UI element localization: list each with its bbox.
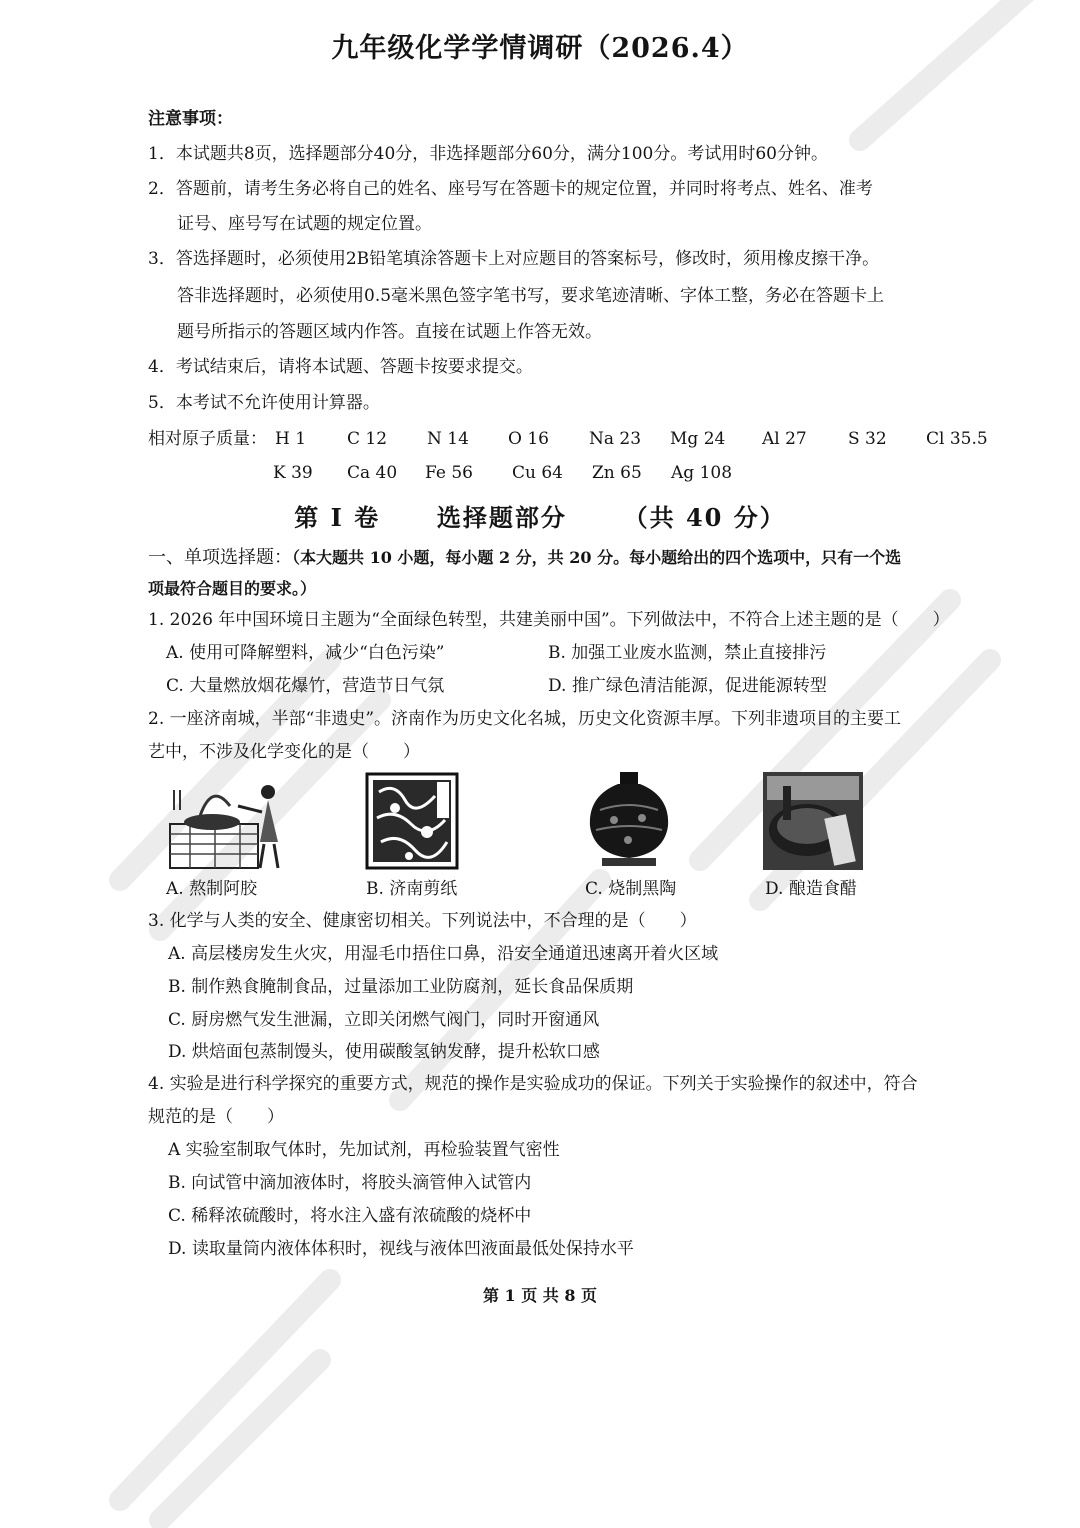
page-title: 九年级化学学情调研（2026.4） [331,33,749,64]
atomic-mass: Cl 35.5 [926,429,988,449]
note-line: 4．考试结束后，请将本试题、答题卡按要求提交。 [148,357,533,377]
atomic-mass: N 14 [427,429,469,449]
option-c: C. 稀释浓硫酸时，将水注入盛有浓硫酸的烧杯中 [168,1206,532,1226]
atomic-mass: Zn 65 [592,463,642,483]
option-a: A. 高层楼房发生火灾，用湿毛巾捂住口鼻，沿安全通道迅速离开着火区域 [168,944,719,964]
option-d: D. 读取量筒内液体体积时，视线与液体凹液面最低处保持水平 [168,1239,634,1259]
option-a: A 实验室制取气体时，先加试剂，再检验装置气密性 [168,1140,560,1160]
option-c: C. 烧制黑陶 [585,879,677,899]
question-stem: 3. 化学与人类的安全、健康密切相关。下列说法中，不合理的是（ ） [148,911,697,931]
atomic-mass: Cu 64 [512,463,563,483]
question-stem: 1. 2026 年中国环境日主题为“全面绿色转型，共建美丽中国”。下列做法中，不符合上述主题的是（ ） [148,610,950,630]
note-line: 5．本考试不允许使用计算器。 [148,393,380,413]
instruction-line [148,547,901,569]
note-line: 1．本试题共8页，选择题部分40分，非选择题部分60分，满分100分。考试用时60分钟。 [148,144,828,164]
atomic-mass: Ca 40 [347,463,398,483]
atomic-mass: Na 23 [589,429,642,449]
note-line: 2．答题前，请考生务必将自己的姓名、座号写在答题卡的规定位置，并同时将考点、姓名、准考 [148,179,873,199]
instruction-line-2: 项最符合题目的要求。） [148,579,317,598]
page-footer: 第 1 页 共 8 页 [482,1286,598,1305]
option-b: B. 制作熟食腌制食品，过量添加工业防腐剂，延长食品保质期 [168,977,634,997]
instruction-head: 一、单项选择题： [148,547,292,568]
option-d: D. 烘焙面包蒸制馒头，使用碳酸氢钠发酵，提升松软口感 [168,1042,600,1062]
notes-heading: 注意事项： [148,109,233,129]
question-stem: 2. 一座济南城，半部“非遗史”。济南作为历史文化名城，历史文化资源丰厚。下列非遗项目的主要工 [148,709,902,729]
atomic-mass: O 16 [508,429,549,449]
note-line: 答非选择题时，必须使用0.5毫米黑色签字笔书写，要求笔迹清晰、字体工整，务必在答题卡上 [177,286,885,306]
option-b: B. 济南剪纸 [366,879,458,899]
ejiao-boiling-picture [160,772,290,872]
question-stem: 艺中，不涉及化学变化的是（ ） [148,742,420,762]
atomic-mass: S 32 [848,429,887,449]
atomic-mass: Mg 24 [670,429,726,449]
atomic-mass-label: 相对原子质量： [148,429,267,449]
question-stem: 4. 实验是进行科学探究的重要方式，规范的操作是实验成功的保证。下列关于实验操作的叙述中，符合 [148,1074,918,1094]
option-a: A. 熬制阿胶 [166,879,258,899]
atomic-mass: Fe 56 [425,463,473,483]
section-name: 选择题部分 [436,503,567,532]
option-c: C. 大量燃放烟花爆竹，营造节日气氛 [166,676,445,696]
vinegar-brewing-picture [763,772,863,870]
paper-cutting-picture [365,772,459,870]
option-d: D. 酿造食醋 [765,879,857,899]
question-stem: 规范的是（ ） [148,1107,284,1127]
note-line: 3．答选择题时，必须使用2B铅笔填涂答题卡上对应题目的答案标号，修改时，须用橡皮擦干净。 [148,249,880,269]
option-d: D. 推广绿色清洁能源，促进能源转型 [548,676,827,696]
section-part: 第 I 卷 [294,503,381,532]
atomic-mass: Ag 108 [671,463,733,483]
atomic-mass: K 39 [273,463,313,483]
section-heading [0,498,1080,533]
note-line: 证号、座号写在试题的规定位置。 [177,214,432,234]
instruction-text: （本大题共 10 小题，每小题 2 分，共 20 分。每小题给出的四个选项中，只有一个选 [292,548,902,567]
note-line: 题号所指示的答题区域内作答。直接在试题上作答无效。 [177,322,602,342]
atomic-mass: H 1 [275,429,307,449]
atomic-mass: C 12 [347,429,388,449]
option-a: A. 使用可降解塑料，减少“白色污染” [166,643,445,663]
black-pottery-picture [584,770,674,870]
option-b: B. 向试管中滴加液体时，将胶头滴管伸入试管内 [168,1173,532,1193]
option-c: C. 厨房燃气发生泄漏，立即关闭燃气阀门，同时开窗通风 [168,1010,600,1030]
option-b: B. 加强工业废水监测，禁止直接排污 [548,643,827,663]
atomic-mass: Al 27 [762,429,807,449]
section-score: （共 40 分） [623,503,786,532]
